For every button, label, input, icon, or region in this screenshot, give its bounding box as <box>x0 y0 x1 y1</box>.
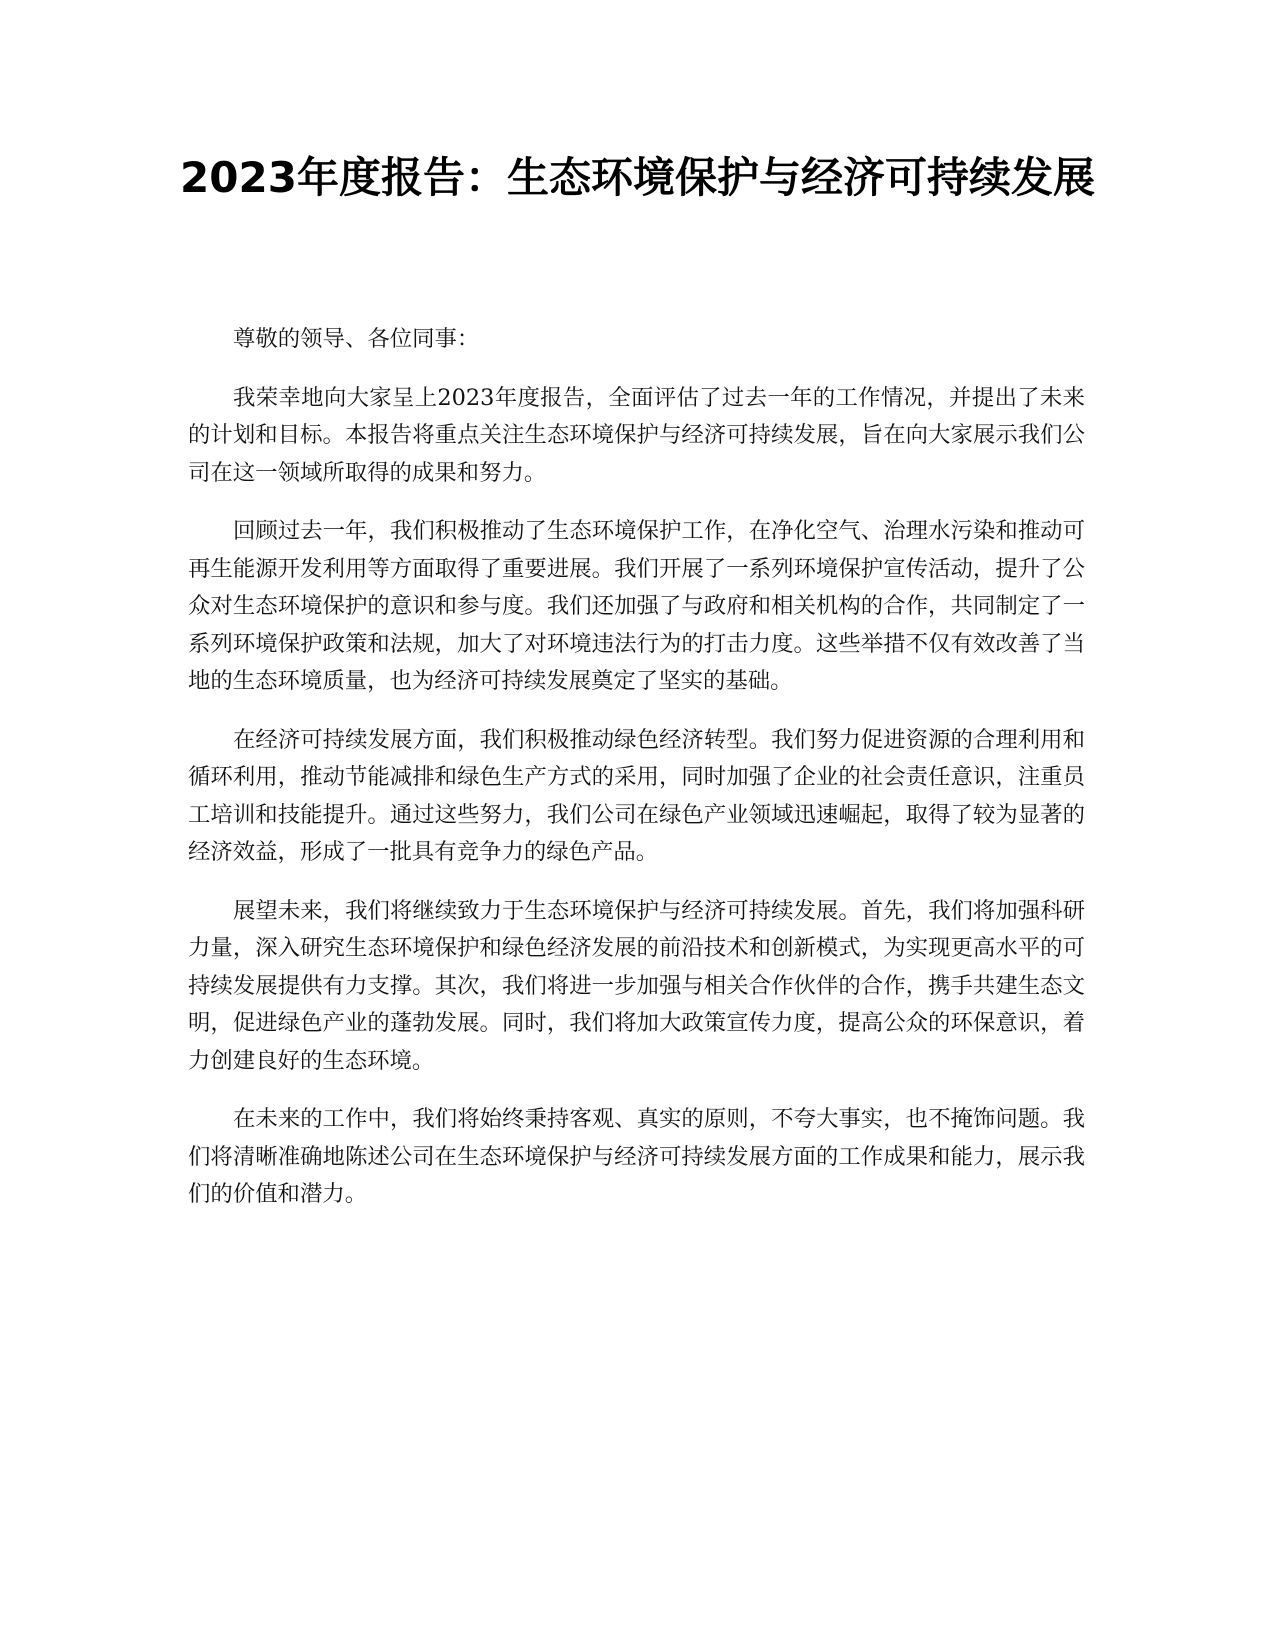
document-title: 2023年度报告：生态环境保护与经济可持续发展 <box>180 153 1095 202</box>
document-body <box>188 321 1085 1235</box>
salutation: 尊敬的领导、各位同事： <box>233 326 480 352</box>
paragraph-closing: 在未来的工作中，我们将始终秉持客观、真实的原则，不夸大事实，也不掩饰问题。我们将清晰准确地陈述公司在生态环境保护与经济可持续发展方面的工作成果和能力，展示我们的价值和潜力。 <box>188 1106 1085 1207</box>
paragraph-outlook: 展望未来，我们将继续致力于生态环境保护与经济可持续发展。首先，我们将加强科研力量，深入研究生态环境保护和绿色经济发展的前沿技术和创新模式，为实现更高水平的可持续发展提供有力支撑。其次，我们将进一步加强与相关合作伙伴的合作，携手共建生态文明，促进绿色产业的蓬勃发展。同时，我们将加大政策宣传力度，提高公众的环保意识，着力创建良好的生态环境。 <box>188 897 1085 1074</box>
paragraph-intro: 我荣幸地向大家呈上2023年度报告，全面评估了过去一年的工作情况，并提出了未来的计划和目标。本报告将重点关注生态环境保护与经济可持续发展，旨在向大家展示我们公司在这一领域所取得的成果和努力。 <box>188 384 1085 486</box>
paragraph-review: 回顾过去一年，我们积极推动了生态环境保护工作，在净化空气、治理水污染和推动可再生能源开发利用等方面取得了重要进展。我们开展了一系列环境保护宣传活动，提升了公众对生态环境保护的意识和参与度。我们还加强了与政府和相关机构的合作，共同制定了一系列环境保护政策和法规，加大了对环境违法行为的打击力度。这些举措不仅有效改善了当地的生态环境质量，也为经济可持续发展奠定了坚实的基础。 <box>188 518 1085 694</box>
paragraph-economy: 在经济可持续发展方面，我们积极推动绿色经济转型。我们努力促进资源的合理利用和循环利用，推动节能减排和绿色生产方式的采用，同时加强了企业的社会责任意识，注重员工培训和技能提升。通过这些努力，我们公司在绿色产业领域迅速崛起，取得了较为显著的经济效益，形成了一批具有竞争力的绿色产品。 <box>188 726 1085 865</box>
